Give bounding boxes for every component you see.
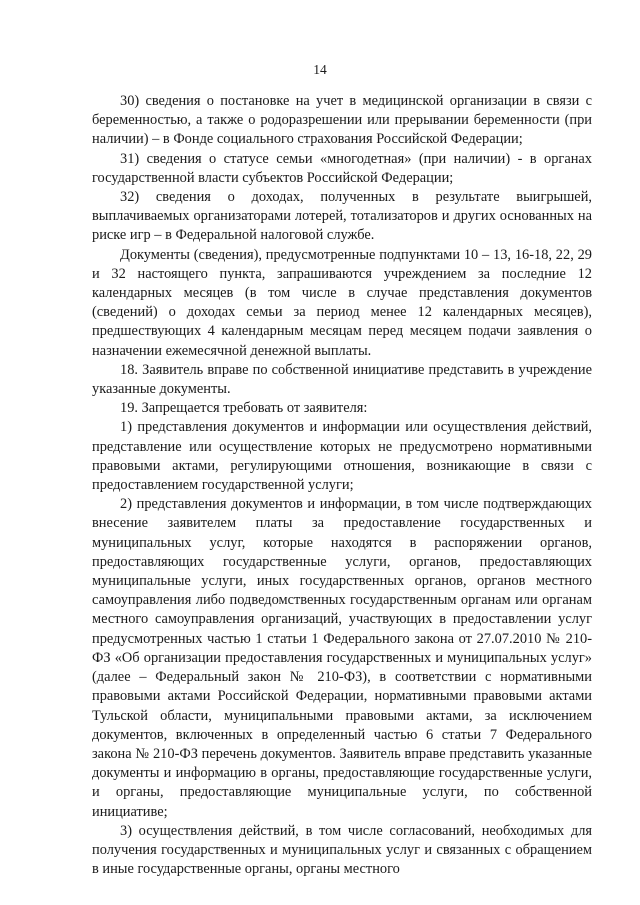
paragraph-subitem-2: 2) представления документов и информации, в том числе подтверждающих внесение заявителем платы за предоставление государственных и муниципальных услуг, которые находятся в распоряжении органов, предоставляющих государственные услуги, органов, предоставляющих муниципальные услуги, иных государственных органов, органов местного самоуправления либо подведомственных государственным органам или органам местного самоуправления организаций, участвующих в предоставлении услуг предусмотренных частью 1 статьи 1 Федерального закона от 27.07.2010 № 210-ФЗ «Об организации предоставления государственных и муниципальных услуг» (далее – Федеральный закон № 210-ФЗ), в соответствии с нормативными правовыми актами Российской Федерации, нормативными правовыми актами Тульской области, муниципальными правовыми актами, за исключением документов, включенных в определенный частью 6 статьи 7 Федерального закона № 210-ФЗ перечень документов. Заявитель вправе представить указанные документы и информацию в органы, предоставляющие государственные услуги, и органы, предоставляющие муниципальные услуги, по собственной инициативе; (92, 496, 592, 820)
page-number: 14 (313, 62, 327, 77)
paragraph-item-30: 30) сведения о постановке на учет в медицинской организации в связи с беременностью, а также о родоразрешении или прерывании беременности (при наличии) – в Фонде социального страхования Российской Федерации; (92, 93, 592, 148)
paragraph-clause-18: 18. Заявитель вправе по собственной инициативе представить в учреждение указанные документы. (92, 361, 592, 398)
paragraph-clause-19: 19. Запрещается требовать от заявителя: (120, 400, 368, 417)
paragraph-item-32: 32) сведения о доходах, полученных в результате выигрышей, выплачиваемых организаторами лотерей, тотализаторов и других основанных на риске игр – в Федеральной налоговой службе. (92, 189, 592, 244)
paragraph-subitem-1: 1) представления документов и информации или осуществления действий, представление или осуществление которых не предусмотрено нормативными правовыми актами, регулирующими отношения, возникающие в связи с предоставлением государственной услуги; (92, 419, 592, 494)
document-body (92, 92, 592, 879)
paragraph-documents-period: Документы (сведения), предусмотренные подпунктами 10 – 13, 16-18, 22, 29 и 32 настоящего пункта, запрашиваются учреждением за последние 12 календарных месяцев (в том числе в случае представления документов (сведений) о доходах семьи за период менее 12 календарных месяцев), предшествующих 4 календарным месяцам перед месяцем подачи заявления о назначении ежемесячной денежной выплаты. (92, 246, 592, 359)
paragraph-item-31: 31) сведения о статусе семьи «многодетная» (при наличии) - в органах государственной власти субъектов Российской Федерации; (92, 150, 592, 186)
paragraph-subitem-3: 3) осуществления действий, в том числе согласований, необходимых для получения государственных и муниципальных услуг и связанных с обращением в иные государственные органы, органы местного (92, 822, 592, 878)
